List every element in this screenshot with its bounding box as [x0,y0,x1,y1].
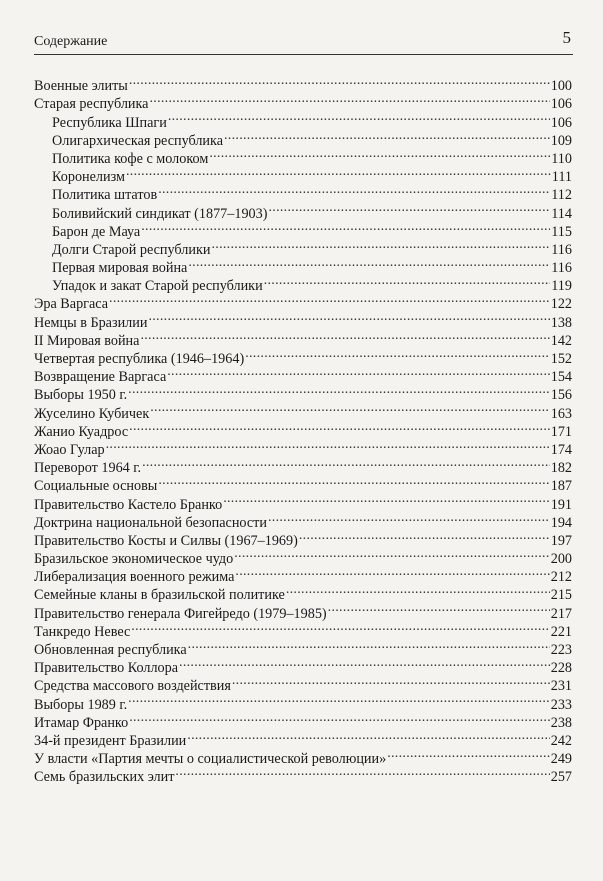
toc-entry-title: Старая республика [34,96,149,113]
toc-leader-dots [179,654,550,672]
toc-entry-title: Эра Варгаса [34,296,109,313]
toc-entry-title: Выборы 1950 г. [34,387,128,404]
toc-entry-title: Бразильское экономическое чудо [34,551,234,568]
toc-entry-title: Барон де Мауа [52,223,141,240]
toc-leader-dots [129,72,550,90]
toc-entry-title: Социальные основы [34,478,158,495]
toc-entry-title: Танкредо Невес [34,623,131,640]
toc-entry[interactable] [34,308,572,331]
toc-entry-page: 182 [550,460,572,477]
toc-entry-title: Правительство генерала Фигейредо (1979–1985) [34,605,327,622]
toc-leader-dots [223,490,550,508]
toc-entry-title: Олигархическая республика [52,132,223,149]
toc-entry-title: Обновленная республика [34,642,187,658]
header-rule [34,54,573,55]
toc-entry-title: Немцы в Бразилии [34,314,148,331]
toc-entry-page: 142 [550,332,572,349]
toc-leader-dots [109,290,550,308]
toc-leader-dots [264,272,551,290]
toc-leader-dots [150,399,549,417]
toc-entry-page: 171 [550,423,572,440]
toc-entry-page: 200 [550,551,572,568]
toc-leader-dots [211,236,550,254]
toc-entry-title: Доктрина национальной безопасности [34,514,267,531]
toc-entry-title: Военные элиты [34,78,128,95]
toc-entry[interactable] [34,290,572,313]
toc-entry-title: Четвертая республика (1946–1964) [34,351,245,367]
toc-entry-page: 119 [551,278,572,295]
toc-leader-dots [268,199,550,217]
toc-entry-page: 174 [550,441,572,458]
toc-entry-title: Коронелизм [52,169,125,186]
toc-entry-page: 187 [550,478,572,495]
toc-entry-page: 197 [550,532,572,549]
toc-entry-page: 156 [550,387,572,404]
toc-leader-dots [188,636,550,654]
header-page-number: 5 [562,28,571,47]
toc-entry-page: 215 [550,587,572,604]
toc-entry-page: 112 [551,187,572,204]
toc-entry-page: 223 [550,642,572,658]
toc-leader-dots [387,745,550,763]
toc-entry-title: Переворот 1964 г. [34,460,142,477]
toc-entry-page: 152 [550,351,572,367]
toc-leader-dots [245,345,550,363]
toc-leader-dots [106,436,550,454]
toc-leader-dots [158,181,550,199]
toc-entry-title: Первая мировая война [52,260,188,277]
toc-leader-dots [328,599,550,617]
toc-entry-page: 154 [550,369,572,386]
toc-entry-title: 34-й президент Бразилии [34,732,187,749]
toc-leader-dots [188,254,550,272]
toc-leader-dots [209,145,550,163]
toc-entry-page: 217 [550,605,572,622]
toc-entry-page: 257 [550,769,572,786]
toc-entry-page: 106 [550,114,572,131]
toc-leader-dots [129,709,550,727]
toc-leader-dots [149,90,549,108]
toc-entry[interactable] [34,72,572,95]
toc-entry-title: Политика штатов [52,187,158,204]
toc-entry-page: 191 [550,496,572,513]
toc-leader-dots [131,618,549,636]
toc-leader-dots [234,545,550,563]
toc-leader-dots [167,363,549,381]
toc-leader-dots [141,218,550,236]
table-of-contents [34,72,572,786]
toc-entry-title: Семейные кланы в бразильской политике [34,587,285,604]
toc-entry-page: 231 [550,678,572,695]
toc-leader-dots [286,581,550,599]
toc-entry-page: 109 [550,132,572,149]
running-header [34,28,573,50]
toc-entry-title: Республика Шпаги [52,114,167,131]
toc-entry-title: Долги Старой республики [52,241,211,258]
toc-leader-dots [168,108,550,126]
toc-leader-dots [187,727,549,745]
toc-entry-page: 249 [550,751,572,768]
toc-leader-dots [175,763,549,781]
toc-entry-title: Упадок и закат Старой республики [52,278,263,295]
toc-entry-page: 122 [550,296,572,313]
toc-entry-title: Жоао Гулар [34,441,105,458]
toc-leader-dots [126,163,551,181]
toc-entry-title: Правительство Косты и Силвы (1967–1969) [34,532,298,549]
toc-entry-page: 100 [550,78,572,95]
toc-entry-page: 111 [551,169,572,186]
toc-leader-dots [158,472,549,490]
toc-entry-title: Семь бразильских элит [34,769,175,786]
toc-entry-title: У власти «Партия мечты о социалистической революции» [34,751,387,768]
toc-entry-title: Итамар Франко [34,714,129,731]
toc-leader-dots [129,418,550,436]
toc-entry-page: 242 [550,732,572,749]
toc-entry-page: 194 [550,514,572,531]
toc-entry-title: Политика кофе с молоком [52,150,209,167]
header-title: Содержание [34,34,108,49]
toc-leader-dots [148,308,549,326]
toc-entry-page: 114 [551,205,572,222]
toc-entry-page: 110 [551,150,572,167]
toc-entry-title: Средства массового воздействия [34,678,231,695]
toc-leader-dots [235,563,549,581]
toc-entry-title: Правительство Коллора [34,660,179,677]
toc-entry-page: 228 [550,660,572,677]
toc-leader-dots [224,127,550,145]
toc-leader-dots [268,509,550,527]
toc-entry-title: Жанио Куадрос [34,423,129,440]
toc-entry-title: II Мировая война [34,332,140,349]
toc-entry-page: 233 [550,696,572,713]
toc-leader-dots [299,527,550,545]
toc-entry-title: Боливийский синдикат (1877–1903) [52,205,268,222]
toc-entry[interactable] [34,454,572,477]
toc-entry-title: Правительство Кастело Бранко [34,496,223,513]
toc-entry-page: 212 [550,569,572,586]
toc-entry-title: Либерализация военного режима [34,569,235,586]
toc-entry-page: 106 [550,96,572,113]
toc-leader-dots [128,381,550,399]
toc-leader-dots [232,672,550,690]
toc-entry-page: 116 [551,260,572,277]
toc-entry-page: 163 [550,405,572,422]
toc-entry-title: Возвращение Варгаса [34,369,167,386]
toc-entry-page: 238 [550,714,572,731]
toc-entry[interactable] [34,436,572,458]
toc-leader-dots [128,690,550,708]
toc-entry-page: 138 [550,314,572,331]
toc-entry-page: 116 [551,241,572,258]
toc-entry-page: 115 [551,223,572,240]
toc-entry-page: 221 [550,623,572,640]
toc-entry-title: Выборы 1989 г. [34,696,128,713]
toc-leader-dots [140,327,549,345]
toc-entry-title: Жуселино Кубичек [34,405,150,422]
toc-leader-dots [142,454,550,472]
